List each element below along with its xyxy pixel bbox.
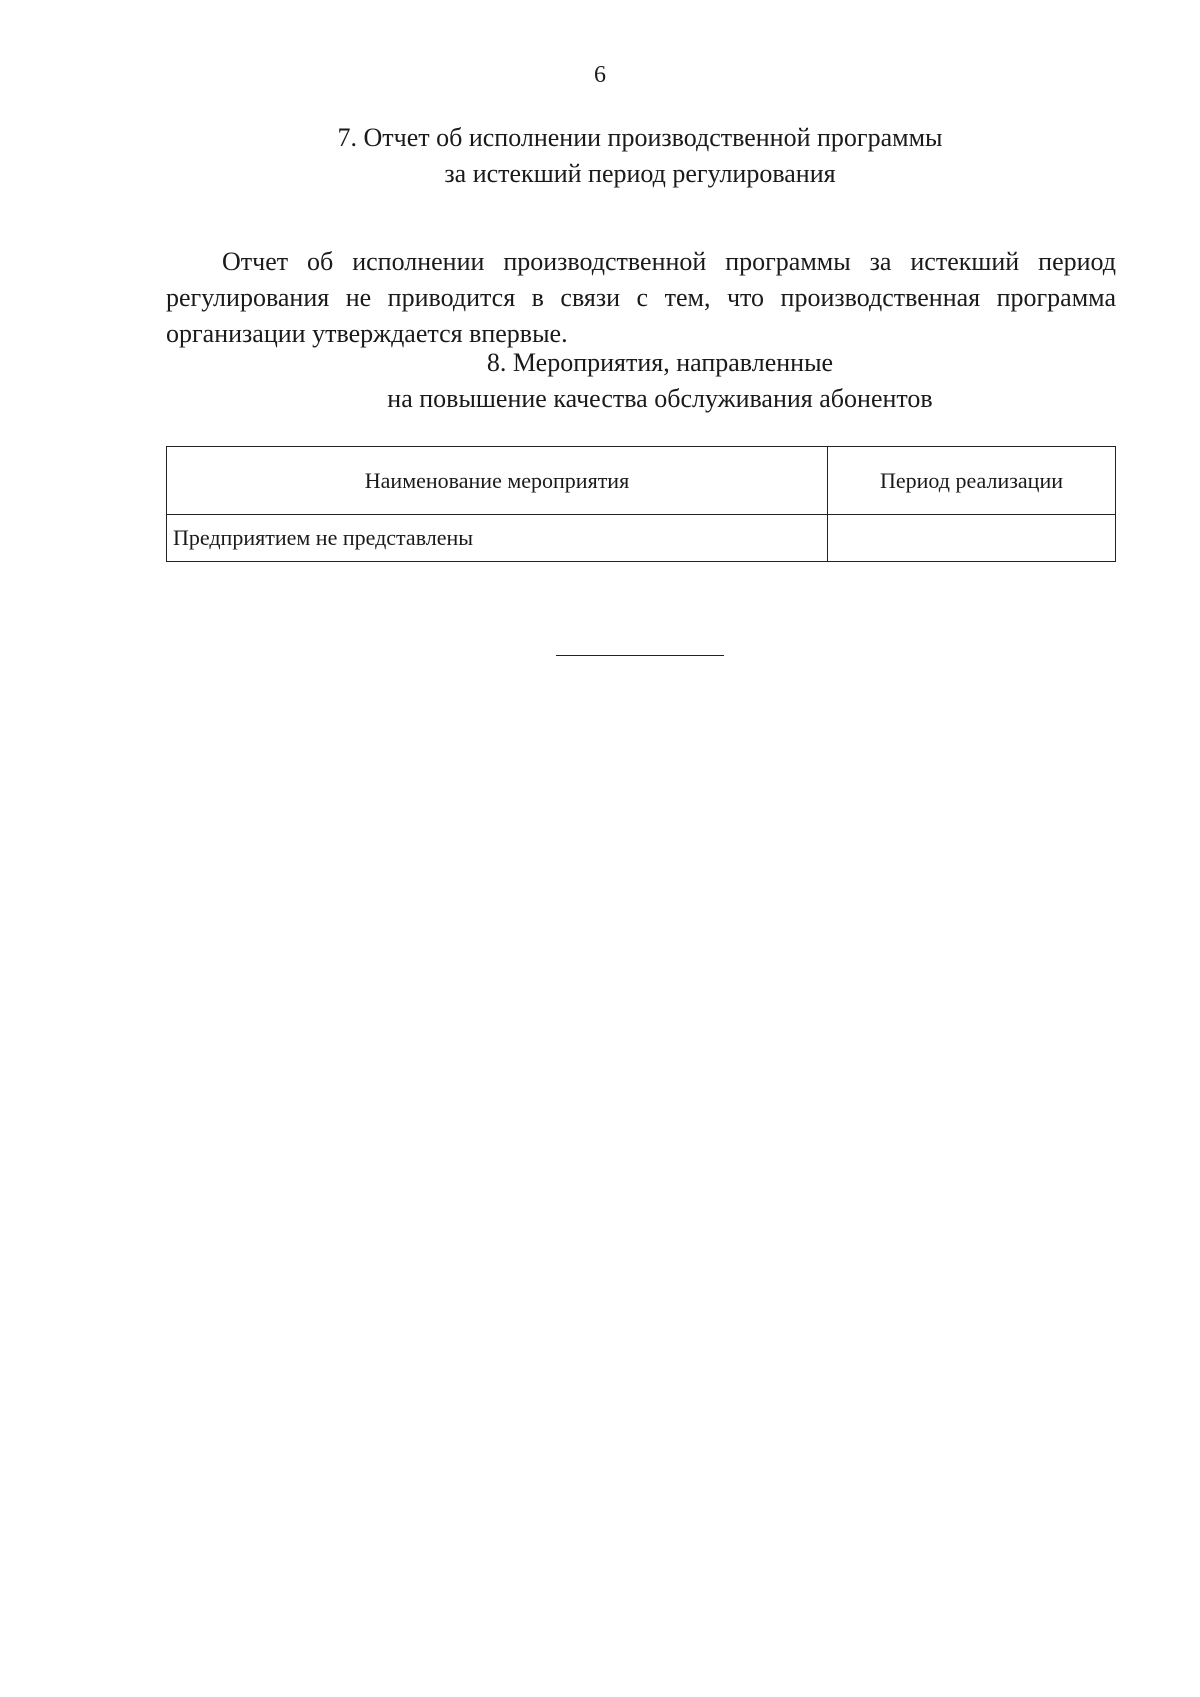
- page-number: 6: [594, 62, 606, 88]
- measures-table: [166, 446, 1116, 562]
- end-of-document-rule: [556, 655, 724, 656]
- header-measure-name: Наименование мероприятия: [167, 447, 828, 515]
- section-7-title-line-2: за истекший период регулирования: [444, 159, 836, 188]
- section-7-title-line-1: 7. Отчет об исполнении производственной программы: [337, 123, 943, 152]
- section-8-title-line-2: на повышение качества обслуживания абонентов: [387, 384, 933, 413]
- section-7-body: Отчет об исполнении производственной программы за истекший период регулирования не приводится в связи с тем, что производственная программа организации утверждается впервые.: [166, 247, 1116, 348]
- section-8-title-line-1: 8. Мероприятия, направленные: [486, 348, 834, 377]
- section-8-title: [60, 345, 1200, 417]
- section-7-title: [40, 120, 1200, 192]
- cell-implementation-period: [828, 515, 1116, 562]
- table-header-row: [167, 447, 1116, 515]
- header-implementation-period: Период реализации: [828, 447, 1116, 515]
- table-row: [167, 515, 1116, 562]
- cell-measure-name: Предприятием не представлены: [167, 515, 828, 562]
